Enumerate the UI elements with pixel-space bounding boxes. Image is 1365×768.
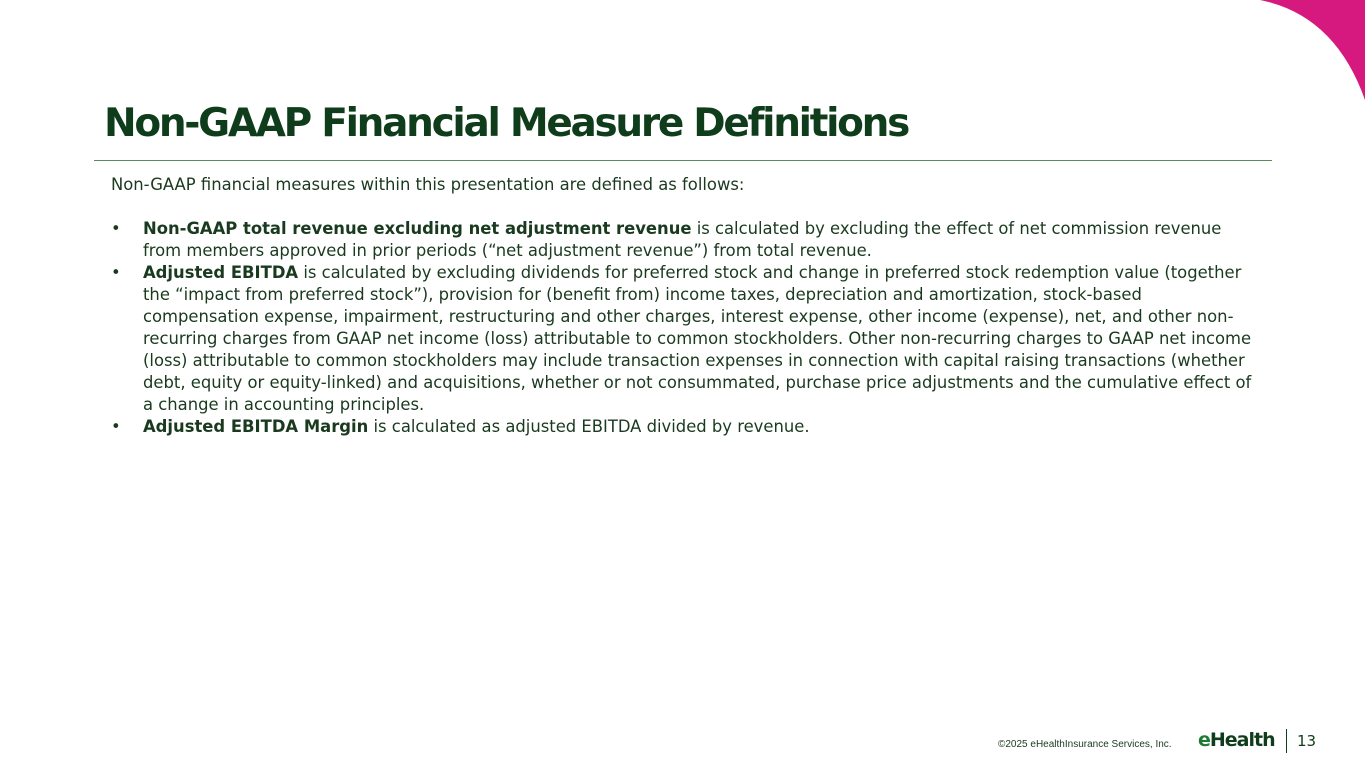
- bullet-mark: •: [111, 417, 121, 436]
- copyright-text: ©2025 eHealthInsurance Services, Inc.: [998, 739, 1172, 750]
- title-divider: [94, 160, 1272, 161]
- definition-term: Adjusted EBITDA Margin: [143, 417, 369, 436]
- logo-e: e: [1198, 729, 1210, 751]
- footer-separator: [1286, 729, 1287, 753]
- definition-term: Adjusted EBITDA: [143, 263, 299, 282]
- definition-item: [111, 416, 1261, 438]
- definitions-list: [111, 218, 1261, 438]
- corner-accent-shape: [1245, 0, 1365, 100]
- definition-text: is calculated as adjusted EBITDA divided by revenue.: [368, 417, 810, 436]
- definition-text: is calculated by excluding dividends for preferred stock and change in preferred stock redemption value (together the “impact from preferred stock”), provision for (benefit from) income taxes, depreciation and amortization, stock-based compensation expense, impairment, restructuring and other charges, interest expense, other income (expense), net, and other non-recurring charges from GAAP net income (loss) attributable to common stockholders. Other non-recurring charges to GAAP net income (loss) attributable to common stockholders may include transaction expenses in connection with capital raising transactions (whether debt, equity or equity-linked) and acquisitions, whether or not consummated, purchase price adjustments and the cumulative effect of a change in accounting principles.: [143, 263, 1252, 414]
- intro-text: Non-GAAP financial measures within this presentation are defined as follows:: [111, 175, 745, 194]
- definition-item: [111, 262, 1261, 416]
- logo-wordmark: Health: [1209, 729, 1275, 751]
- page-title: Non-GAAP Financial Measure Definitions: [104, 101, 909, 146]
- ehealth-logo: [1198, 729, 1275, 751]
- page-number: 13: [1297, 732, 1317, 750]
- bullet-mark: •: [111, 219, 121, 238]
- definition-item: [111, 218, 1261, 262]
- definition-text: is calculated by excluding the effect of net commission revenue from members approved in prior periods (“net adjustment revenue”) from total revenue.: [143, 219, 1222, 260]
- content-body: [111, 174, 1261, 438]
- bullet-mark: •: [111, 263, 121, 282]
- definition-term: Non-GAAP total revenue excluding net adjustment revenue: [143, 219, 692, 238]
